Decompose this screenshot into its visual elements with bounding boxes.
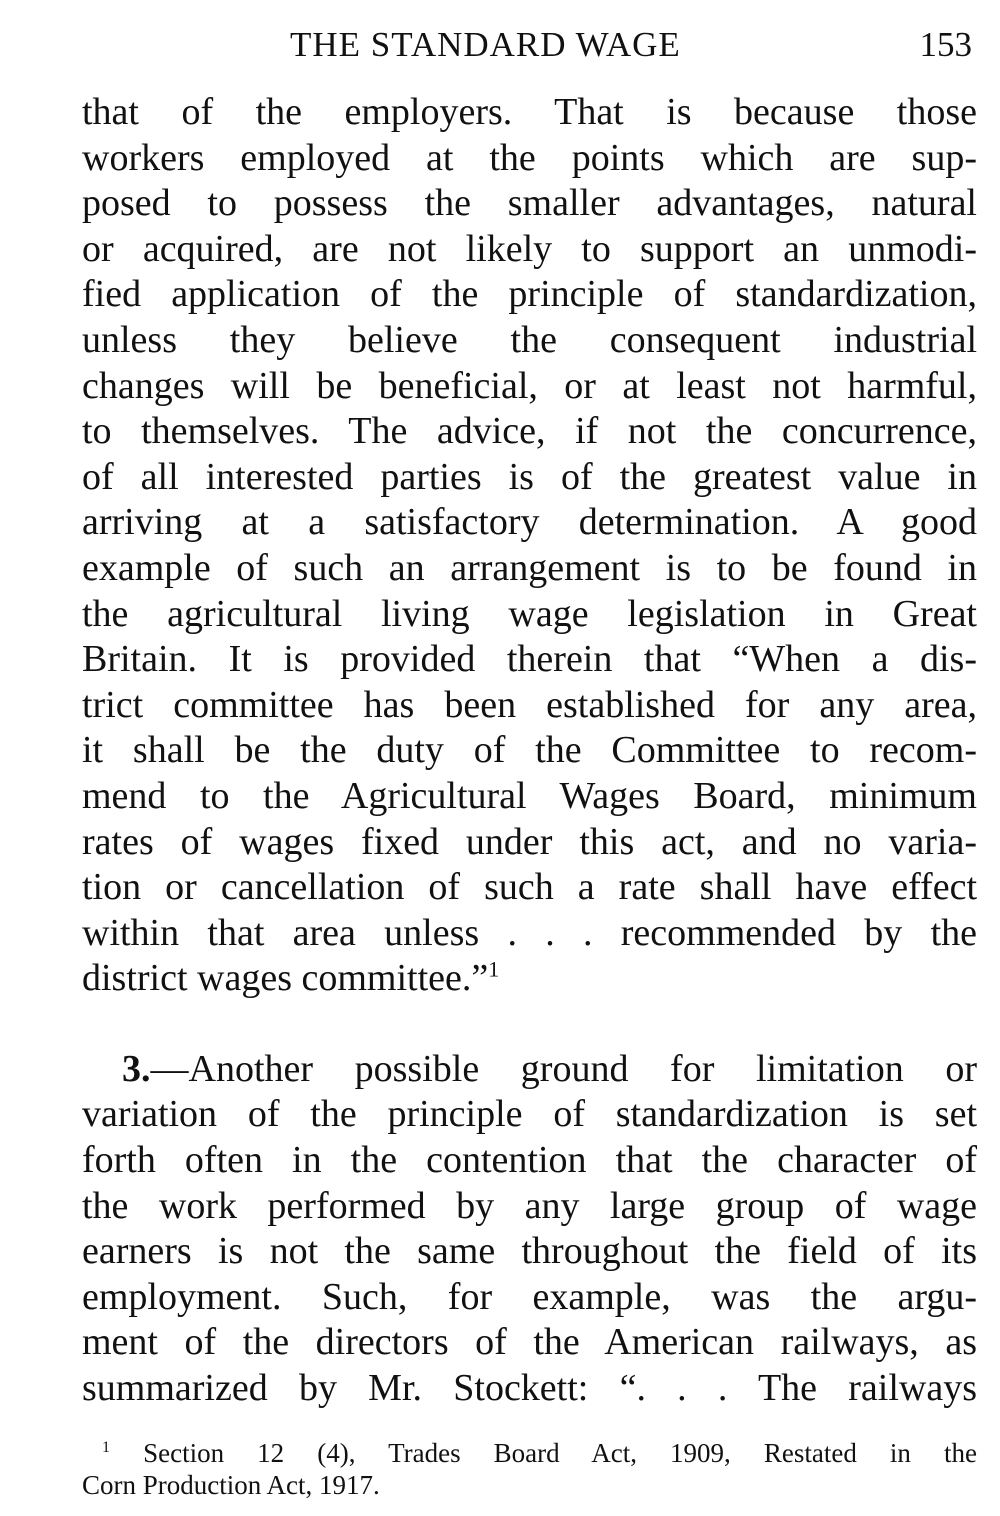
text-line: ment of the directors of the American railways, as (82, 1321, 977, 1364)
text-line: unless they believe the consequent industrial (82, 318, 977, 361)
running-head (0, 20, 1000, 70)
text-line: the agricultural living wage legislation in Great (82, 592, 977, 635)
footnote (82, 1437, 977, 1501)
body-text (82, 90, 977, 1412)
footnote-line-first (82, 1437, 977, 1469)
footnote-reference: 1 (488, 956, 500, 982)
text-line: example of such an arrangement is to be found in (82, 546, 977, 589)
text-line: trict committee has been established for any area, (82, 683, 977, 726)
text-line: rates of wages fixed under this act, and no varia- (82, 820, 977, 863)
text-line: variation of the principle of standardization is set (82, 1093, 977, 1136)
text-line: posed to possess the smaller advantages, natural (82, 182, 977, 225)
running-title: THE STANDARD WAGE (290, 25, 681, 64)
text-line: workers employed at the points which are sup- (82, 136, 977, 179)
page-number: 153 (919, 25, 972, 64)
text-line: tion or cancellation of such a rate shall have effect (82, 866, 977, 909)
text-line: or acquired, are not likely to support an unmodi- (82, 227, 977, 270)
text-line: arriving at a satisfactory determination. A good (82, 501, 977, 544)
text-line: of all interested parties is of the greatest value in (82, 455, 977, 498)
text-line: summarized by Mr. Stockett: “. . . The railways (82, 1367, 977, 1410)
text-line: earners is not the same throughout the field of its (82, 1230, 977, 1273)
footnote-line: Corn Production Act, 1917. (82, 1470, 380, 1500)
text-line-content: district wages committee.” (82, 957, 489, 1000)
footnote-mark: 1 (102, 1439, 110, 1456)
text-line: that of the employers. That is because those (82, 91, 977, 133)
text-line: forth often in the contention that the character of (82, 1139, 977, 1182)
footnote-text: Section 12 (4), Trades Board Act, 1909, Restated in the (143, 1438, 978, 1468)
text-line: fied application of the principle of standardization, (82, 273, 977, 316)
text-line: it shall be the duty of the Committee to recom- (82, 729, 977, 772)
text-line: employment. Such, for example, was the argu- (82, 1275, 977, 1318)
text-line: the work performed by any large group of wage (82, 1184, 977, 1227)
text-line: Britain. It is provided therein that “When a dis- (82, 638, 977, 681)
section-number: 3. (122, 1047, 151, 1090)
text-line-first (82, 1047, 977, 1093)
text-line: within that area unless . . . recommended by the (82, 911, 977, 954)
text-line-last (82, 956, 977, 1002)
text-line-content: —Another possible ground for limitation or (150, 1047, 977, 1090)
paragraph-gap (82, 1002, 977, 1047)
text-line: mend to the Agricultural Wages Board, minimum (82, 774, 977, 817)
text-line: to themselves. The advice, if not the concurrence, (82, 410, 977, 453)
text-line: changes will be beneficial, or at least not harmful, (82, 364, 977, 407)
